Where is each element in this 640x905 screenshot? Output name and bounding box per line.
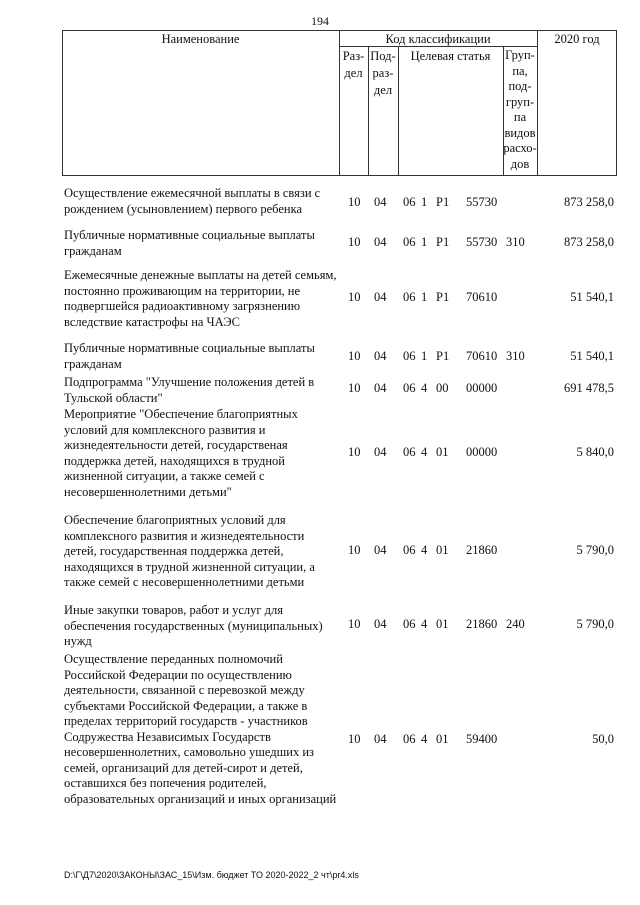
row-target-3: 00 — [436, 381, 449, 395]
row-amount: 51 540,1 — [570, 349, 614, 363]
row-target-2: 4 — [421, 732, 428, 746]
row-amount: 873 258,0 — [564, 235, 614, 249]
row-razdel: 10 — [348, 381, 361, 395]
row-target-2: 1 — [421, 290, 428, 304]
file-path-footer: D:\Г\Д7\2020\ЗАКОНЫ\ЗАС_15\Изм. бюджет ТО 2020-2022_2 чт\pr4.xls — [64, 870, 359, 880]
table-row — [0, 652, 640, 832]
header-podrazdel: Под- раз- дел — [370, 49, 396, 97]
row-target-1: 06 — [403, 349, 416, 363]
table-row — [0, 268, 640, 332]
header-vid: Груп- па, под- груп- па видов расхо- дов — [503, 48, 537, 171]
row-target-2: 4 — [421, 445, 428, 459]
table-row — [0, 186, 640, 220]
row-vid: 240 — [506, 617, 525, 631]
table-row — [0, 603, 640, 651]
row-name: Мероприятие "Обеспечение благоприятных условий для комплексного развития и жизнедеятельности детей, государственая поддержка детей, находящихся в трудной жизненной ситуации, а также семей с несовершеннолетними детьми" — [64, 407, 298, 499]
row-target-2: 4 — [421, 617, 428, 631]
table-row — [0, 375, 640, 409]
row-target-3: 01 — [436, 732, 449, 746]
row-amount: 50,0 — [592, 732, 614, 746]
row-razdel: 10 — [348, 235, 361, 249]
row-target-2: 4 — [421, 381, 428, 395]
row-target-2: 1 — [421, 349, 428, 363]
row-vid: 310 — [506, 235, 525, 249]
row-target-3: 01 — [436, 543, 449, 557]
row-podrazdel: 04 — [374, 349, 387, 363]
row-target-2: 1 — [421, 195, 428, 209]
row-name: Обеспечение благоприятных условий для комплексного развития и жизнедеятельности детей, государственная поддержка детей, находящихся в трудной жизненной ситуации, а также семей с несовершеннолетними детьми — [64, 513, 315, 589]
row-razdel: 10 — [348, 543, 361, 557]
row-target-3: P1 — [436, 195, 450, 209]
row-razdel: 10 — [348, 195, 361, 209]
row-amount: 51 540,1 — [570, 290, 614, 304]
row-podrazdel: 04 — [374, 235, 387, 249]
row-target-4: 55730 — [466, 235, 498, 249]
row-target-4: 55730 — [466, 195, 498, 209]
row-target-3: P1 — [436, 235, 450, 249]
row-target-4: 59400 — [466, 732, 498, 746]
row-target-3: 01 — [436, 617, 449, 631]
row-vid: 310 — [506, 349, 525, 363]
row-podrazdel: 04 — [374, 290, 387, 304]
row-amount: 5 790,0 — [576, 617, 614, 631]
row-target-1: 06 — [403, 235, 416, 249]
header-name: Наименование — [161, 32, 240, 46]
table-row — [0, 341, 640, 375]
row-podrazdel: 04 — [374, 381, 387, 395]
row-amount: 5 840,0 — [576, 445, 614, 459]
row-amount: 691 478,5 — [564, 381, 614, 395]
row-target-1: 06 — [403, 290, 416, 304]
row-name: Иные закупки товаров, работ и услуг для обеспечения государственных (муниципальных) нужд — [64, 603, 323, 648]
row-podrazdel: 04 — [374, 445, 387, 459]
row-target-4: 00000 — [466, 381, 498, 395]
row-target-3: P1 — [436, 290, 450, 304]
row-target-2: 1 — [421, 235, 428, 249]
row-name: Публичные нормативные социальные выплаты гражданам — [64, 341, 315, 371]
row-name: Публичные нормативные социальные выплаты гражданам — [64, 228, 315, 258]
row-podrazdel: 04 — [374, 543, 387, 557]
header-target: Целевая статья — [410, 49, 491, 63]
row-name: Осуществление переданных полномочий Российской Федерации по осуществлению деятельности, связанной с перевозкой между субъектами Российской Федерации, а также в пределах территорий государств - участников Содружества Независимых Государств несовершеннолетних, самовольно ушедших из семей, организаций для детей-сирот и детей, оставшихся без попечения родителей, образовательных организаций и иных организаций — [64, 652, 337, 806]
row-target-4: 70610 — [466, 290, 498, 304]
row-razdel: 10 — [348, 732, 361, 746]
row-name: Подпрограмма "Улучшение положения детей в Тульской области" — [64, 375, 315, 405]
row-target-4: 21860 — [466, 543, 498, 557]
row-amount: 873 258,0 — [564, 195, 614, 209]
row-podrazdel: 04 — [374, 732, 387, 746]
row-target-1: 06 — [403, 543, 416, 557]
header-classification: Код классификации — [385, 32, 491, 46]
header-razdel: Раз- дел — [342, 49, 365, 80]
header-year: 2020 год — [554, 32, 600, 46]
row-name: Ежемесячные денежные выплаты на детей семьям, постоянно проживающим на территории, не подвергшейся радиоактивному загрязнению вследствие катастрофы на ЧАЭС — [64, 268, 337, 329]
row-amount: 5 790,0 — [576, 543, 614, 557]
row-target-1: 06 — [403, 445, 416, 459]
row-target-3: 01 — [436, 445, 449, 459]
row-podrazdel: 04 — [374, 195, 387, 209]
table-row — [0, 228, 640, 262]
page-number: 194 — [311, 14, 329, 28]
row-razdel: 10 — [348, 617, 361, 631]
row-podrazdel: 04 — [374, 617, 387, 631]
row-razdel: 10 — [348, 445, 361, 459]
row-name: Осуществление ежемесячной выплаты в связи с рождением (усыновлением) первого ребенка — [64, 186, 321, 216]
row-razdel: 10 — [348, 349, 361, 363]
table-row — [0, 407, 640, 503]
row-target-4: 70610 — [466, 349, 498, 363]
row-razdel: 10 — [348, 290, 361, 304]
row-target-1: 06 — [403, 195, 416, 209]
row-target-1: 06 — [403, 732, 416, 746]
row-target-1: 06 — [403, 617, 416, 631]
row-target-3: P1 — [436, 349, 450, 363]
row-target-4: 00000 — [466, 445, 498, 459]
row-target-4: 21860 — [466, 617, 498, 631]
row-target-2: 4 — [421, 543, 428, 557]
table-row — [0, 513, 640, 593]
row-target-1: 06 — [403, 381, 416, 395]
